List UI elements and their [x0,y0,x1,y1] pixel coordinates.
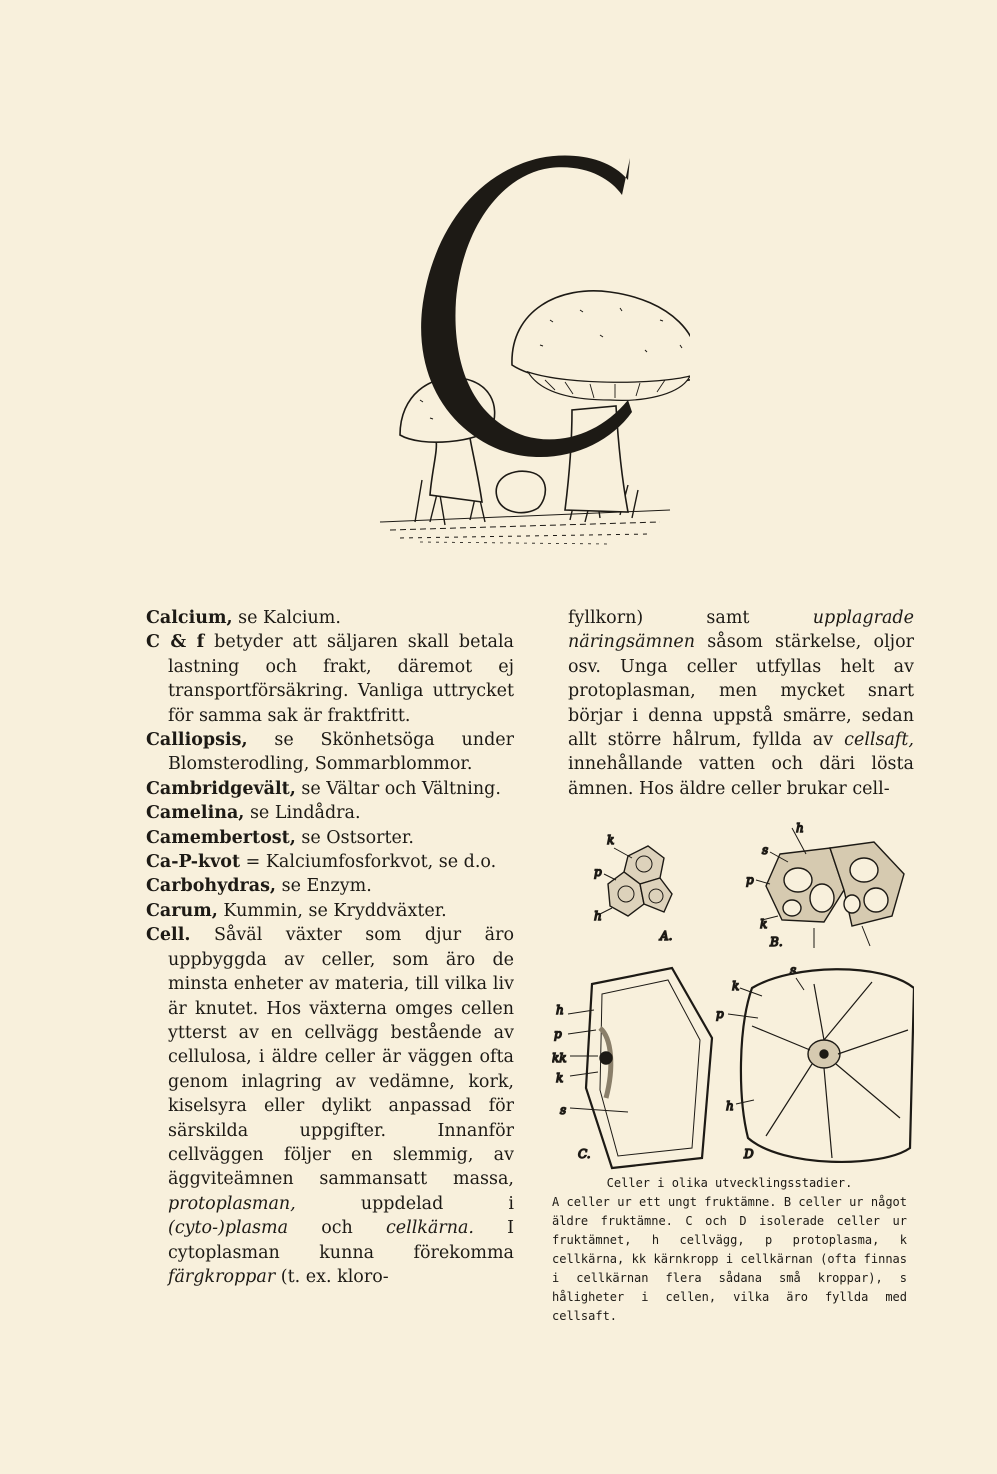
term-fargkroppar: färgkroppar [168,1266,276,1287]
label-d: D [744,1147,754,1161]
right-column [568,606,914,801]
entry-text: se Skönhetsöga under Blomsterodling, Sommarblommor. [168,730,514,775]
label-k: k [607,833,615,847]
entry-headword: Cell. [146,925,191,946]
entry-headword: Cambridgevält, [146,778,296,799]
button-mushroom [496,471,545,512]
label-k: k [732,979,740,993]
label-h: h [796,821,804,835]
entry-cambridgevalt [146,777,514,801]
entry-text: betyder att säljaren skall betala lastning och frakt, däremot ej transportförsäkring. Vanliga uttrycket för samma sak är fraktfritt. [168,632,514,726]
entry-text: innehållande vatten och däri lösta ämnen. Hos äldre celler brukar cell- [568,754,914,799]
term-cytoplasma: (cyto-)plasma [168,1218,289,1239]
label-s: s [560,1103,567,1117]
entry-c-and-f [146,630,514,728]
cell-group-a [594,833,672,943]
label-s: s [762,843,769,857]
cell-d [716,963,914,1162]
term-cellsaft: cellsaft, [844,730,914,751]
entry-headword: Calcium, [146,608,233,628]
entry-ca-p-kvot [146,850,514,874]
label-kk: kk [552,1051,567,1065]
label-p: p [554,1027,562,1041]
label-p: p [594,865,602,879]
entry-text: se Enzym. [276,876,372,897]
entry-headword: Calliopsis, [146,730,248,751]
label-h: h [594,909,602,923]
label-k: k [760,917,768,931]
entry-headword: Camelina, [146,803,245,824]
caption-title: Celler i olika utvecklingsstadier. [606,1176,853,1190]
mushroom-illustration [380,156,690,544]
cell-figure [552,818,914,1173]
entry-headword: Carbohydras, [146,876,277,897]
entry-headword: Camembertost, [146,827,296,848]
entry-text: se Ostsorter. [295,827,414,848]
entry-text: och [288,1218,386,1239]
label-p: p [716,1007,724,1021]
entry-text: fyllkorn) samt [568,608,813,628]
term-cellkarna: cellkärna. [385,1218,474,1239]
label-a: A. [660,929,673,943]
entry-text: se Vältar och Vältning. [295,778,501,799]
entry-camembertost [146,826,514,850]
label-b: B. [770,935,783,949]
entry-text: (t. ex. kloro- [275,1266,389,1287]
entry-camelina [146,801,514,825]
entry-headword: C & f [146,632,205,653]
entry-text: se Kalcium. [232,608,341,628]
entry-text: Såväl växter som djur äro uppbyggda av celler, som äro de minsta enheter av materia, till vilka liv är knutet. Hos växterna omges cellen ytterst av en cellvägg bestående av cellulosa, i äldre celler är väggen ofta genom inlagring av vedämne, kork, kiselsyra eller dylikt anpassad för särskilda uppgifter. Innanför cellväggen följer en slemmig, av äggviteämnen sammansatt massa, [168,925,514,1190]
entry-carum [146,899,514,923]
entry-text: = Kalciumfosforkvot, se d.o. [240,852,497,873]
left-column [146,606,514,1289]
label-c: C. [578,1147,591,1161]
label-s: s [790,963,797,977]
entry-calliopsis [146,728,514,777]
label-h: h [556,1003,564,1017]
term-naringsamnen: upplagrade näringsämnen [568,608,914,653]
label-h: h [726,1099,734,1113]
label-k: k [556,1071,564,1085]
caption-body: A celler ur ett ungt fruktämne. B celler ur något äldre fruktämne. C och D isolerade celler ur fruktämnet, h cellvägg, p protoplasma, k cellkärna, kk kärnkropp i cellkärnan (ofta finnas i cellkärnan flera sådana små kroppar), s håligheter i cellen, vilka äro fyllda med cellsaft. [552,1195,907,1323]
entry-text: se Lindådra. [244,803,361,824]
cell-c [552,968,712,1168]
figure-caption [552,1174,907,1326]
entry-text: uppdelad i [295,1193,514,1214]
entry-headword: Ca-P-kvot [146,852,241,873]
entry-text: I cytoplasman kunna förekomma [168,1218,515,1263]
cell-group-b [746,821,904,949]
entry-calcium [146,606,514,630]
entry-cell [146,923,514,1289]
label-p: p [746,873,754,887]
entry-text: såsom stärkelse, oljor osv. Unga celler utfyllas helt av protoplasman, men mycket snart börjar i denna uppstå smärre, sedan allt större hålrum, fyllda av [568,632,914,751]
entry-text: Kummin, se Kryddväxter. [217,900,447,921]
initial-c-mushroom-illustration [360,150,690,560]
cell-entry-continuation [568,606,914,801]
entry-headword: Carum, [146,900,218,921]
term-protoplasman: protoplasman, [168,1193,296,1214]
entry-carbohydras [146,874,514,898]
